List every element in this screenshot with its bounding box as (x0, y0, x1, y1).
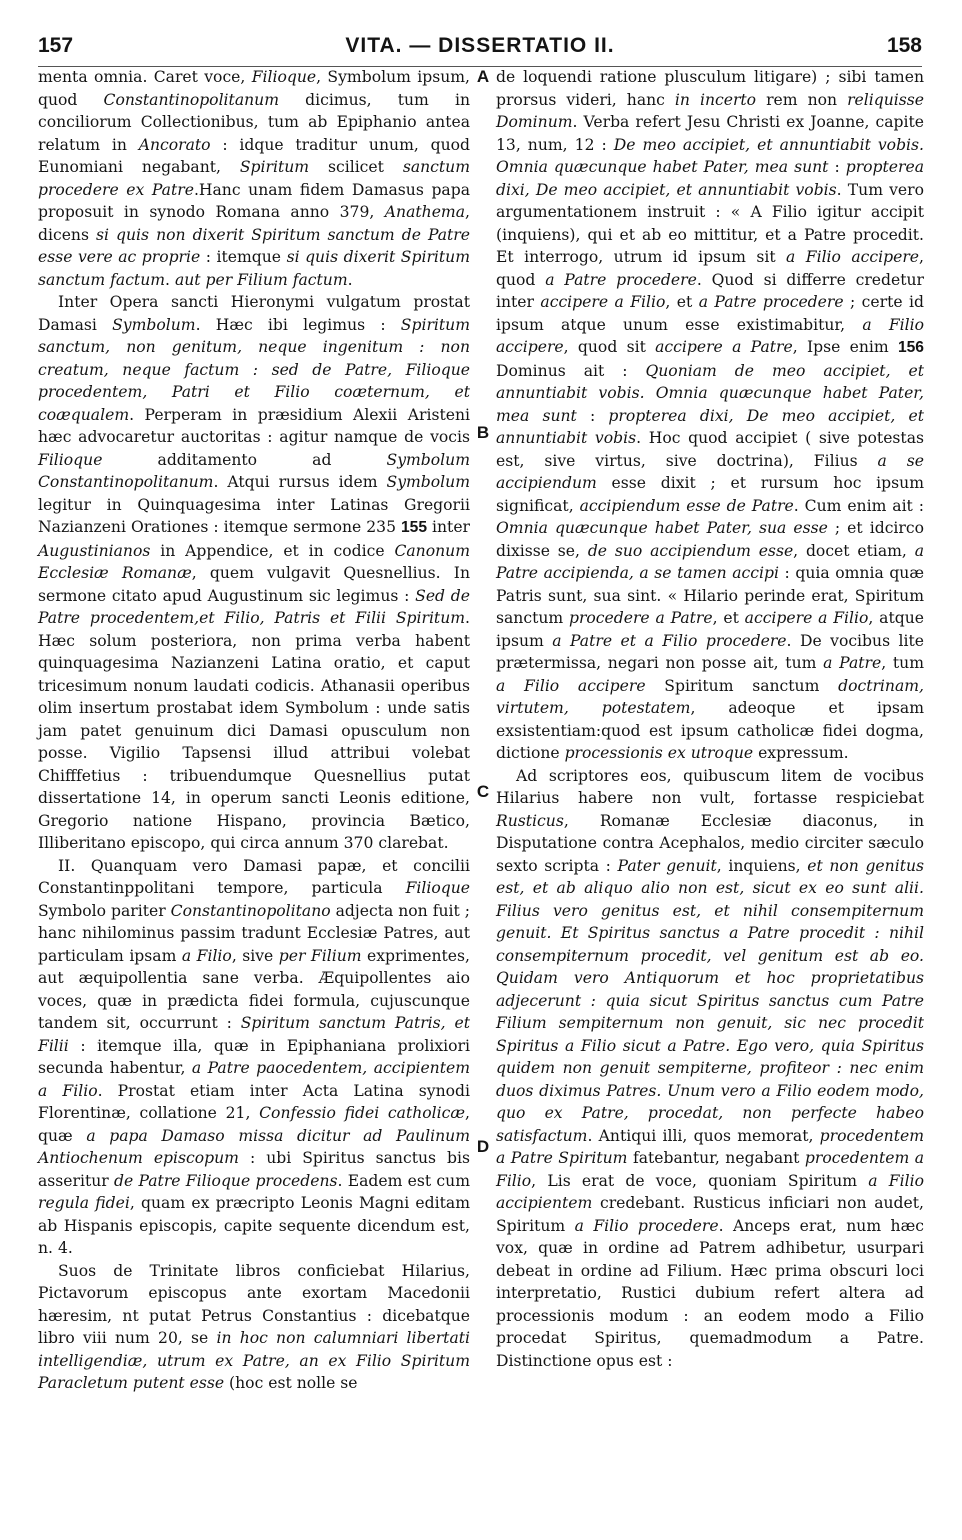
right-column (496, 66, 924, 1372)
paragraph: Ad scriptores eos, quibuscum litem de vocibus Hilarius habere non vult, fortasse respiciebat Rusticus, Romanæ Ecclesiæ diaconus, in Disputatione contra Acephalos, medio circiter sæculo sexto scripta : Pater genuit, inquiens, et non genitus est, et ab aliquo alio non est, sicut ex eo sunt alii. Filius vero genitus est, et nihil consempiternum genuit. Et Spiritus sanctus a Patre procedit : nihil consempiternum procedit, vel genitum est ab eo. Quidam vero Antiquorum et hoc proprietatibus adjecerunt : quia sicut Spiritus sanctus cum Patre Filium sempiternum non genuit, sic nec procedit Spiritus a Filio sicut a Patre. Ego vero, quia Spiritus quidem non genuit sempiterne, profiteor : nec enim duos diximus Patres. Unum vero a Filio eodem modo, quo ex Patre, procedat, non perfecte habeo satisfactum. Antiqui illi, quos memorat, procedentem a Patre Spiritum fatebantur, negabant procedentem a Filio, Lis erat de voce, quoniam Spiritum a Filio accipientem credebant. Rusticus inficiari non audet, Spiritum a Filio procedere. Anceps erat, num hæc vox, quæ in ordine ad Patrem adhibetur, usurpari debeat in ordine ad Filium. Hæc prima obscuri loci interpretatio, Rustici dubium refert altera ad processionis modum : an eodem modo a Filio procedat Spiritus, quemadmodum a Patre. Distinctione opus est : (496, 766, 925, 1370)
paragraph: Suos de Trinitate libros conficiebat Hilarius, Pictavorum episcopus ante exortam Macedonii hæresim, nt putat Petrus Constantius : dicebatque libro viii num 20, se in hoc non calumniari libertati intelligendiæ, utrum ex Patre, an ex Filio Spiritum Paracletum putent esse (hoc est nolle se (38, 1261, 470, 1392)
page-number-left: 157 (38, 34, 74, 57)
page-number-right: 158 (886, 34, 922, 57)
running-title: VITA. — DISSERTATIO II. (345, 34, 615, 57)
margin-letter-c: C (476, 782, 490, 801)
paragraph: de loquendi ratione plusculum litigare) ; sibi tamen prorsus videri, hanc in incerto rem non reliquisse Dominum. Verba refert Jesu Christi ex Joanne, capite 13, num, 12 : De meo accipiet, et annuntiabit vobis. Omnia quæcunque habet Pater, mea sunt : propterea dixi, De meo accipiet, et annuntiabit vobis. Tum vero argumentationem instruit : « A Filio igitur accipit (inquiens), qui et ab eo mittitur, et a Patre procedit. Et interrogo, utrum id ipsum sit a Filio accipere, quod a Patre procedere. Quod si differre credetur inter accipere a Filio, et a Patre procedere ; certe id ipsum atque unum esse existimabitur, a Filio accipere, quod sit accipere a Patre, Ipse enim 156 Dominus ait : Quoniam de meo accipiet, et annuntiabit vobis. Omnia quæcunque habet Pater, mea sunt : propterea dixi, De meo accipiet, et annuntiabit vobis. Hoc quod accipiet ( sive potestas est, sive virtus, sive doctrina), Filius a se accipiendum esse dixit ; et rursum hoc ipsum significat, accipiendum esse de Patre. Cum enim ait : Omnia quæcunque habet Pater, sua esse ; et idcirco dixisse se, de suo accipiendum esse, docet etiam, a Patre accipienda, a se tamen accipi : quia omnia quæ Patris sunt, sua sint. « Hilario perinde erat, Spiritum sanctum procedere a Patre, et accipere a Filio, atque ipsum a Patre et a Filio procedere. De vocibus lite prætermissa, negari non posse ait, tum a Patre, tum a Filio accipere Spiritum sanctum doctrinam, virtutem, potestatem, adeoque et ipsam exsistentiam:quod est ipsum catholicæ fidei dogma, dictione processionis ex utroque expressum. (496, 68, 925, 762)
running-header (38, 34, 922, 64)
paragraph: Inter Opera sancti Hieronymi vulgatum prostat Damasi Symbolum. Hæc ibi legimus : Spiritum sanctum, non genitum, neque ingenitum : non creatum, neque factum : sed de Patre, Filioque procedentem, Patri et Filio coæternum, et coæqualem. Perperam in præsidium Alexii Aristeni hæc advocaretur auctoritas : agitur namque de vocis Filioque additamento ad Symbolum Constantinopolitanum. Atqui rursus idem Symbolum legitur in Quinquagesima inter Latinas Gregorii Nazianzeni Orationes : itemque sermone 235 155 inter Augustinianos in Appendice, et in codice Canonum Ecclesiæ Romanæ, quem vulgavit Quesnellius. In sermone citato apud Augustinum sic legimus : Sed de Patre procedentem,et Filio, Patris et Filii Spiritum. Hæc solum posteriora, non prima verba habent quinquagesima Nazianzeni Latina oratio, et caput tricesimum nonum laudati codicis. Athanasii operibus olim insertum prostabat idem Symbolum : unde satis jam patet genuinum dici Damasi opusculum non posse. Vigilio Tapsensi illud attribui volebat Chifffetius : tribuendumque Quesnellius putat dissertatione 14, in operum sancti Leonis editione, Gregorio natione Hispano, provincia Bætico, Illiberitano episcopo, qui circa annum 370 clarebat. (38, 293, 471, 852)
left-column (38, 66, 470, 1395)
margin-letter-d: D (476, 1137, 490, 1156)
margin-letter-a: A (476, 67, 490, 86)
margin-letter-b: B (476, 423, 490, 442)
paragraph: II. Quanquam vero Damasi papæ, et concilii Constantinppolitani tempore, particula Filioque Symbolo pariter Constantinopolitano adjecta non fuit ; hanc nihilominus passim tradunt Ecclesiæ Patres, aut particulam ipsam a Filio, sive per Filium exprimentes, aut æquipollentia sane verba. Æquipollentes aio voces, quæ in prædicta fidei formula, cujuscunque tandem sit, occurrunt : Spiritum sanctum Patris, et Filii : itemque illa, quæ in Epiphaniana prolixiori secunda habentur, a Patre paocedentem, accipientem a Filio. Prostat etiam inter Acta Latina synodi Florentinæ, collatione 21, Confessio fidei catholicæ, quæ a papa Damaso missa dicitur ad Paulinum Antiochenum episcopum : ubi Spiritus sanctus bis asseritur de Patre Filioque procedens. Eadem est cum regula fidei, quam ex præcripto Leonis Magni editam ab Hispanis episcopis, capite sequente dicendum est, n. 4. (38, 856, 471, 1257)
paragraph: menta omnia. Caret voce, Filioque, Symbolum ipsum, quod Constantinopolitanum dicimus, tum in conciliorum Collectionibus, tum ab Epiphanio antea relatum in Ancorato : idque traditur unum, quod Eunomiani negabant, Spiritum scilicet sanctum procedere ex Patre.Hanc unam fidem Damasus papa proposuit in synodo Romana anno 379, Anathema, dicens si quis non dixerit Spiritum sanctum de Patre esse vere ac proprie : itemque si quis dixerit Spiritum sanctum factum. aut per Filium factum. (38, 68, 471, 289)
